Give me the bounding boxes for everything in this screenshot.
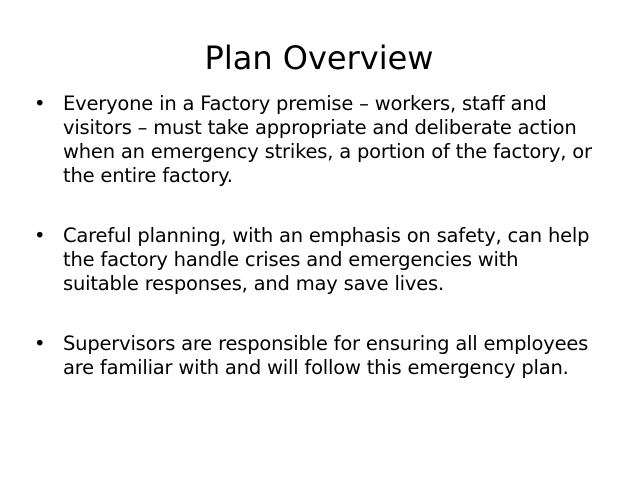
list-item — [34, 332, 594, 380]
bullet-text: Supervisors are responsible for ensuring all employees are familiar with and will follow this emergency plan. — [63, 332, 589, 379]
list-item — [34, 224, 594, 296]
bullet-icon: • — [34, 92, 46, 115]
bullet-text: Everyone in a Factory premise – workers, staff and visitors – must take appropriate and deliberate action when an emergency strikes, a portion of the factory, or the entire factory. — [63, 92, 592, 187]
bullet-icon: • — [34, 224, 46, 247]
list-item — [34, 92, 594, 188]
bullet-list — [34, 92, 594, 380]
bullet-icon: • — [34, 332, 46, 355]
bullet-text: Careful planning, with an emphasis on safety, can help the factory handle crises and emergencies with suitable responses, and may save lives. — [63, 224, 590, 295]
slide-title: Plan Overview — [204, 39, 434, 77]
